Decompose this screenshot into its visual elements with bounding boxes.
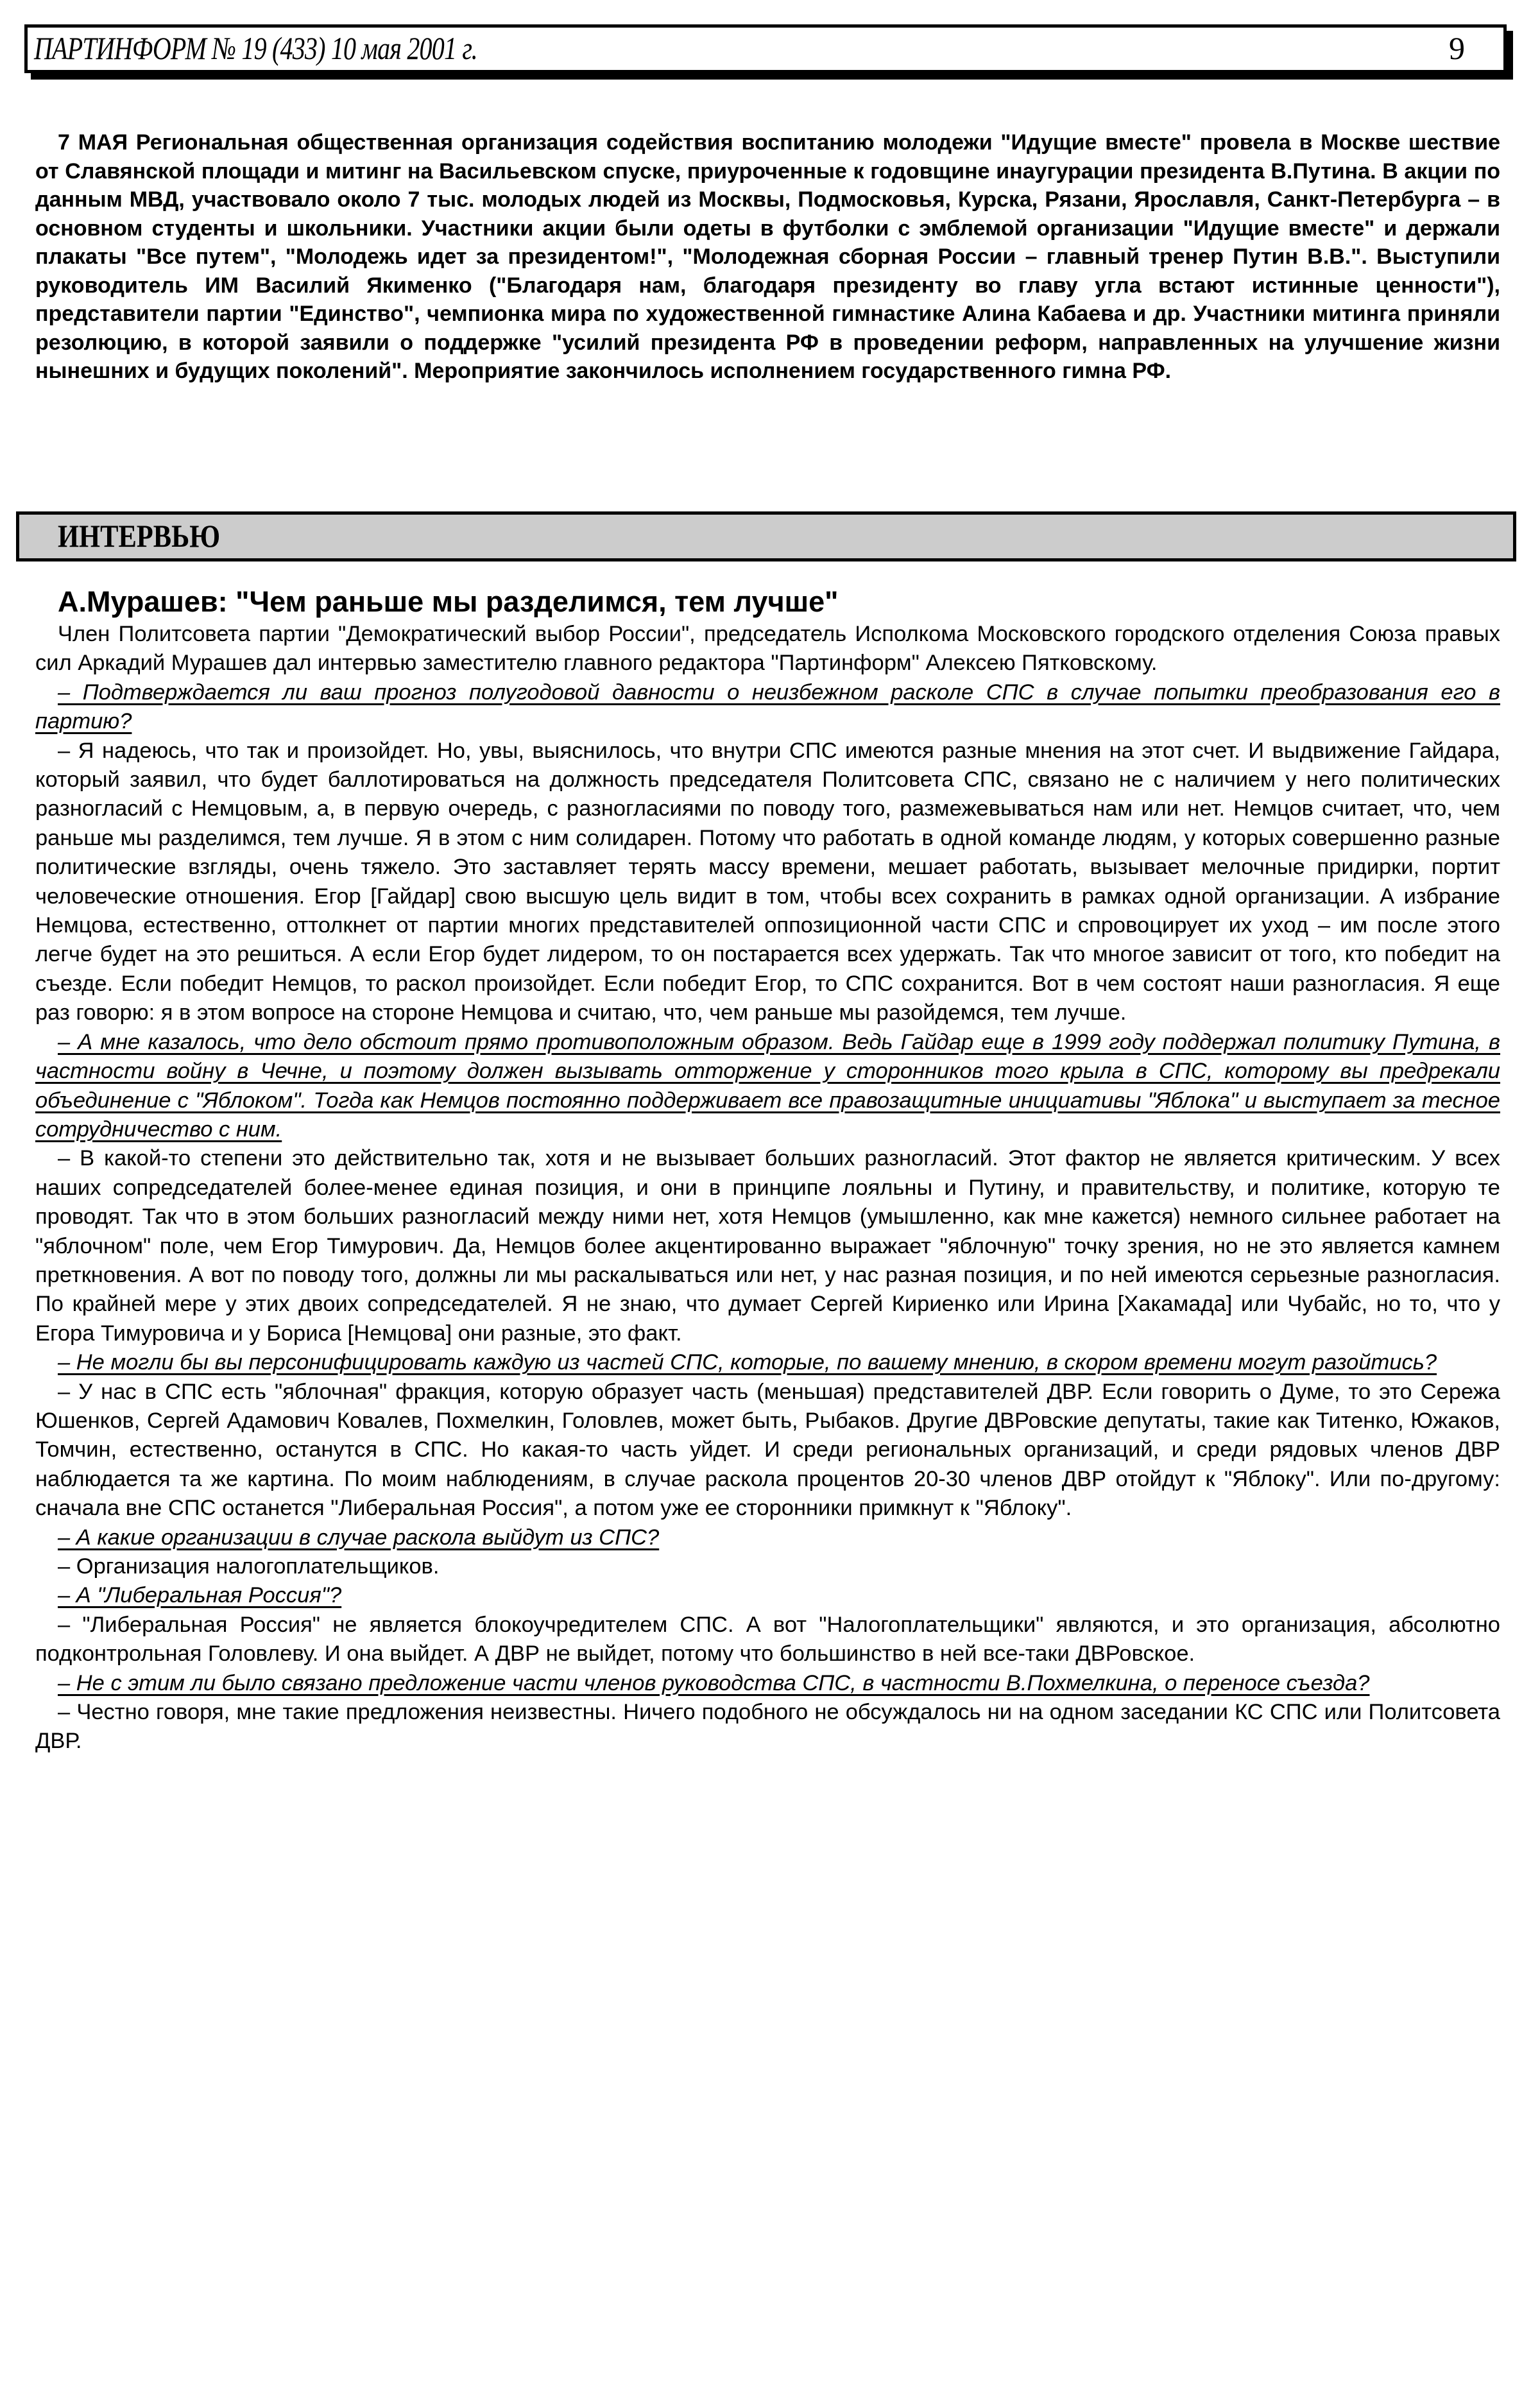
interview-answer: – В какой-то степени это действительно так, хотя и не вызывает больших разногласий. Этот фактор не является критическим. У всех наших сопредседателей более-менее единая позиция, и они в принципе лояльны и Путину, и правительству, и политике, которую те проводят. Так что в этом больших разногласий между ними нет, хотя Немцов (умышленно, как мне кажется) немного сильнее работает на "яблочном" поле, чем Егор Тимурович. Да, Немцов более акцентированно выражает "яблочную" точку зрения, но не это является камнем преткновения. А вот по поводу того, должны ли мы раскалываться или нет, у нас разная позиция, и по ней имеются серьезные разногласия. По крайней мере у этих двоих сопредседателей. Я не знаю, что думает Сергей Кириенко или Ирина [Хакамада] или Чубайс, но то, что у Егора Тимуровича и у Бориса [Немцова] они разные, это факт. xyxy=(35,1146,1500,1346)
interview-question: – А "Либеральная Россия"? xyxy=(58,1583,342,1608)
article-title: А.Мурашев: "Чем раньше мы разделимся, тем лучше" xyxy=(58,585,839,618)
interview-answer: – У нас в СПС есть "яблочная" фракция, которую образует часть (меньшая) представителей ДВР. Если говорить о Думе, то это Сережа Юшенков, Сергей Адамович Ковалев, Похмелкин, Головлев, может быть, Рыбаков. Другие ДВРовские депутаты, такие как Титенко, Южаков, Томчин, естественно, останутся в СПС. Но какая-то часть уйдет. И среди региональных организаций, и среди рядовых членов ДВР наблюдается та же картина. По моим наблюдениям, в случае раскола процентов 20-30 членов ДВР отойдут к "Яблоку". Или по-другому: сначала вне СПС останется "Либеральная Россия", а потом уже ее сторонники примкнут к "Яблоку". xyxy=(35,1379,1500,1521)
interview-question: – Подтверждается ли ваш прогноз полугодовой давности о неизбежном расколе СПС в случае попытки преобразования его в партию? xyxy=(35,680,1500,734)
interview-answer: – Честно говоря, мне такие предложения неизвестны. Ничего подобного не обсуждалось ни на одном заседании КС СПС или Политсовета ДВР. xyxy=(35,1700,1500,1754)
article-lead: Член Политсовета партии "Демократический выбор России", председатель Исполкома Московского городского отделения Союза правых сил Аркадий Мурашев дал интервью заместителю главного редактора "Партинформ" Алексею Пятковскому. xyxy=(35,622,1500,676)
page-number: 9 xyxy=(1449,30,1465,66)
interview-question: – А какие организации в случае раскола выйдут из СПС? xyxy=(58,1525,660,1550)
interview-answer: – Я надеюсь, что так и произойдет. Но, увы, выяснилось, что внутри СПС имеются разные мнения на этот счет. И выдвижение Гайдара, который заявил, что будет баллотироваться на должность председателя Политсовета СПС, связано не с наличием у него политических разногласий с Немцовым, а, в первую очередь, с разногласиями по поводу того, размежевываться нам или нет. Немцов считает, что, чем раньше мы разделимся, тем лучше. Я в этом с ним солидарен. Потому что работать в одной команде людям, у которых совершенно разные политические взгляды, очень тяжело. Это заставляет терять массу времени, мешает работать, вызывает мелочные придирки, портит человеческие отношения. Егор [Гайдар] свою высшую цель видит в том, чтобы всех сохранить в рамках одной организации. А избрание Немцова, естественно, оттолкнет от партии многих представителей оппозиционной части СПС и спровоцирует их уход – им после этого легче будет на это решиться. А если Егор будет лидером, то он постарается всех удержать. Так что многое зависит от того, кто победит на съезде. Если победит Немцов, то раскол произойдет. Если победит Егор, то СПС сохранится. Вот в чем состоят наши разногласия. Я еще раз говорю: я в этом вопросе на стороне Немцова и считаю, что, чем раньше мы разойдемся, тем лучше. xyxy=(35,738,1500,1025)
news-item: 7 МАЯ Региональная общественная организация содействия воспитанию молодежи "Идущие вместе" провела в Москве шествие от Славянской площади и митинг на Васильевском спуске, приуроченные к годовщине инаугурации президента В.Путина. В акции по данным МВД, участвовало около 7 тыс. молодых людей из Москвы, Подмосковья, Курска, Рязани, Ярославля, Санкт-Петербурга – в основном студенты и школьники. Участники акции были одеты в футболки с эмблемой организации "Идущие вместе" и держали плакаты "Все путем", "Молодежь идет за президентом!", "Молодежная сборная России – главный тренер Путин В.В.". Выступили руководитель ИМ Василий Якименко ("Благодаря нам, благодаря президенту во главу угла встают истинные ценности"), представители партии "Единство", чемпионка мира по художественной гимнастике Алина Кабаева и др. Участники митинга приняли резолюцию, в которой заявили о поддержке "усилий президента РФ в проведении реформ, направленных на улучшение жизни нынешних и будущих поколений". Мероприятие закончилось исполнением государственного гимна РФ. xyxy=(35,130,1500,383)
section-header xyxy=(16,511,1516,561)
interview-question: – Не с этим ли было связано предложение части членов руководства СПС, в частности В.Похмелкина, о переносе съезда? xyxy=(58,1670,1370,1695)
section-label: ИНТЕРВЬЮ xyxy=(58,518,221,554)
interview-question: – А мне казалось, что дело обстоит прямо противоположным образом. Ведь Гайдар еще в 1999 году поддержал политику Путина, в частности войну в Чечне, и поэтому должен вызывать отторжение у сторонников того крыла в СПС, которому вы предрекали объединение с "Яблоком". Тогда как Немцов постоянно поддерживает все правозащитные инициативы "Яблока" и выступает за тесное сотрудничество с ним. xyxy=(35,1029,1500,1142)
interview-article xyxy=(35,584,1500,1756)
interview-answer: – "Либеральная Россия" не является блокоучредителем СПС. А вот "Налогоплательщики" являются, и это организация, абсолютно подконтрольная Головлеву. И она выйдет. А ДВР не выйдет, потому что большинство в ней все-таки ДВРовское. xyxy=(35,1612,1500,1667)
publication-title: ПАРТИНФОРМ № 19 (433) 10 мая 2001 г. xyxy=(34,30,477,66)
interview-answer: – Организация налогоплательщиков. xyxy=(58,1554,440,1579)
interview-question: – Не могли бы вы персонифицировать каждую из частей СПС, которые, по вашему мнению, в скором времени могут разойтись? xyxy=(58,1350,1437,1375)
page-header xyxy=(24,24,1507,73)
